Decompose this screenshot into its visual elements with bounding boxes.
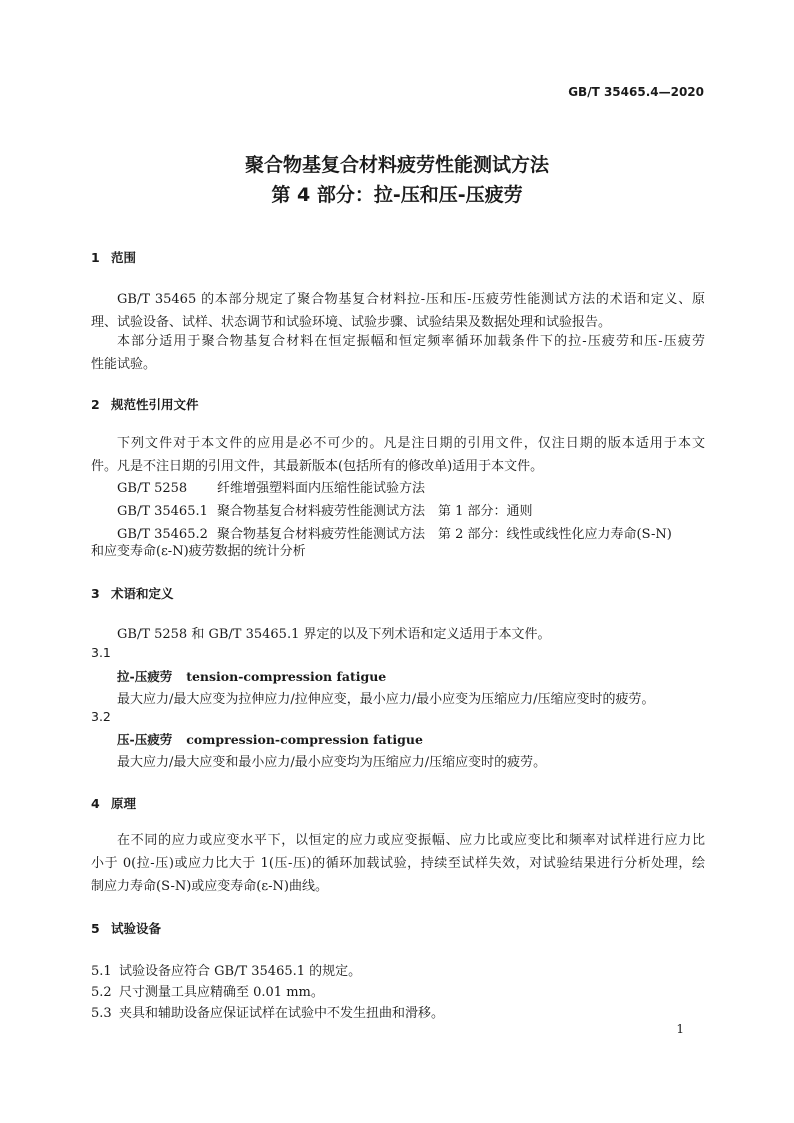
text-line: 理、试验设备、试样、状态调节和试验环境、试验步骤、试验结果及数据处理和试验报告。 [91,315,612,330]
term-name-cn: 压-压疲劳 [117,732,173,747]
text-line: 性能试验。 [91,357,157,372]
section-heading-principle [91,794,136,812]
section-title: 规范性引用文件 [111,397,199,412]
scope-paragraph-2 [91,330,705,376]
section-number: 5 [91,921,100,936]
text-line: 小于 0(拉-压)或应力比大于 1(压-压)的循环加载试验，持续至试样失效，对试验结果进行分析处理，绘 [91,856,705,871]
clause-number: 5.1 [91,964,112,979]
section-title: 原理 [111,796,137,811]
terms-intro: GB/T 5258 和 GB/T 35465.1 界定的以及下列术语和定义适用于本文件。 [117,627,551,642]
section-number: 1 [91,250,100,265]
reference-title: 聚合物基复合材料疲劳性能测试方法 第 1 部分：通则 [217,504,533,519]
text-line: 本部分适用于聚合物基复合材料在恒定振幅和恒定频率循环加载条件下的拉-压疲劳和压-压疲劳 [117,334,705,349]
term-name-en: tension-compression fatigue [186,669,387,684]
section-title: 试验设备 [111,921,162,936]
reference-code: GB/T 35465.1 [117,504,208,519]
principle-paragraph [91,829,705,898]
normative-refs-intro [91,432,705,478]
clause-number: 5.3 [91,1006,112,1021]
term-definition: 最大应力/最大应变和最小应力/最小应变均为压缩应力/压缩应变时的疲劳。 [117,755,547,770]
section-number: 3 [91,586,100,601]
section-heading-equipment [91,919,161,937]
section-title: 术语和定义 [111,586,174,601]
term-name [117,730,423,748]
document-subtitle: 第 4 部分：拉-压和压-压疲劳 [271,184,523,206]
reference-title: 聚合物基复合材料疲劳性能测试方法 第 2 部分：线性或线性化应力寿命(S-N) [217,527,672,542]
reference-title: 纤维增强塑料面内压缩性能试验方法 [217,481,426,496]
text-line: GB/T 35465 的本部分规定了聚合物基复合材料拉-压和压-压疲劳性能测试方法的术语和定义、原 [117,292,705,307]
standard-code: GB/T 35465.4—2020 [568,85,704,99]
reference-continuation [91,540,705,563]
text-line: 在不同的应力或应变水平下，以恒定的应力或应变振幅、应力比或应变比和频率对试样进行应力比 [117,833,705,848]
clause-number: 5.2 [91,985,112,1000]
section-heading-normative-refs [91,395,199,413]
term-name-en: compression-compression fatigue [186,732,423,747]
clause-text: 尺寸测量工具应精确至 0.01 mm。 [119,985,324,1000]
text-line: 和应变寿命(ε-N)疲劳数据的统计分析 [91,544,306,559]
reference-code: GB/T 35465.2 [117,527,208,542]
term-definition: 最大应力/最大应变为拉伸应力/拉伸应变，最小应力/最小应变为压缩应力/压缩应变时的疲劳。 [117,692,655,707]
document-title: 聚合物基复合材料疲劳性能测试方法 [244,154,549,176]
term-number: 3.2 [91,709,111,724]
reference-code: GB/T 5258 [117,481,188,496]
clause-text: 试验设备应符合 GB/T 35465.1 的规定。 [119,964,362,979]
section-number: 4 [91,796,100,811]
term-name-cn: 拉-压疲劳 [117,669,173,684]
page-number: 1 [676,1022,684,1036]
clause-item [91,960,361,979]
text-line: 下列文件对于本文件的应用是必不可少的。凡是注日期的引用文件，仅注日期的版本适用于本文 [117,436,705,451]
section-heading-scope [91,248,136,266]
clause-item [91,981,324,1000]
term-number: 3.1 [91,645,111,660]
clause-item [91,1002,444,1021]
scope-paragraph-1 [91,288,705,334]
section-heading-terms [91,584,174,602]
term-name [117,667,386,685]
section-title: 范围 [111,250,137,265]
section-number: 2 [91,397,100,412]
text-line: 制应力寿命(S-N)或应变寿命(ε-N)曲线。 [91,879,328,894]
reference-item [117,477,425,496]
clause-text: 夹具和辅助设备应保证试样在试验中不发生扭曲和滑移。 [119,1006,445,1021]
text-line: 件。凡是不注日期的引用文件，其最新版本(包括所有的修改单)适用于本文件。 [91,459,544,474]
reference-item [117,500,533,519]
